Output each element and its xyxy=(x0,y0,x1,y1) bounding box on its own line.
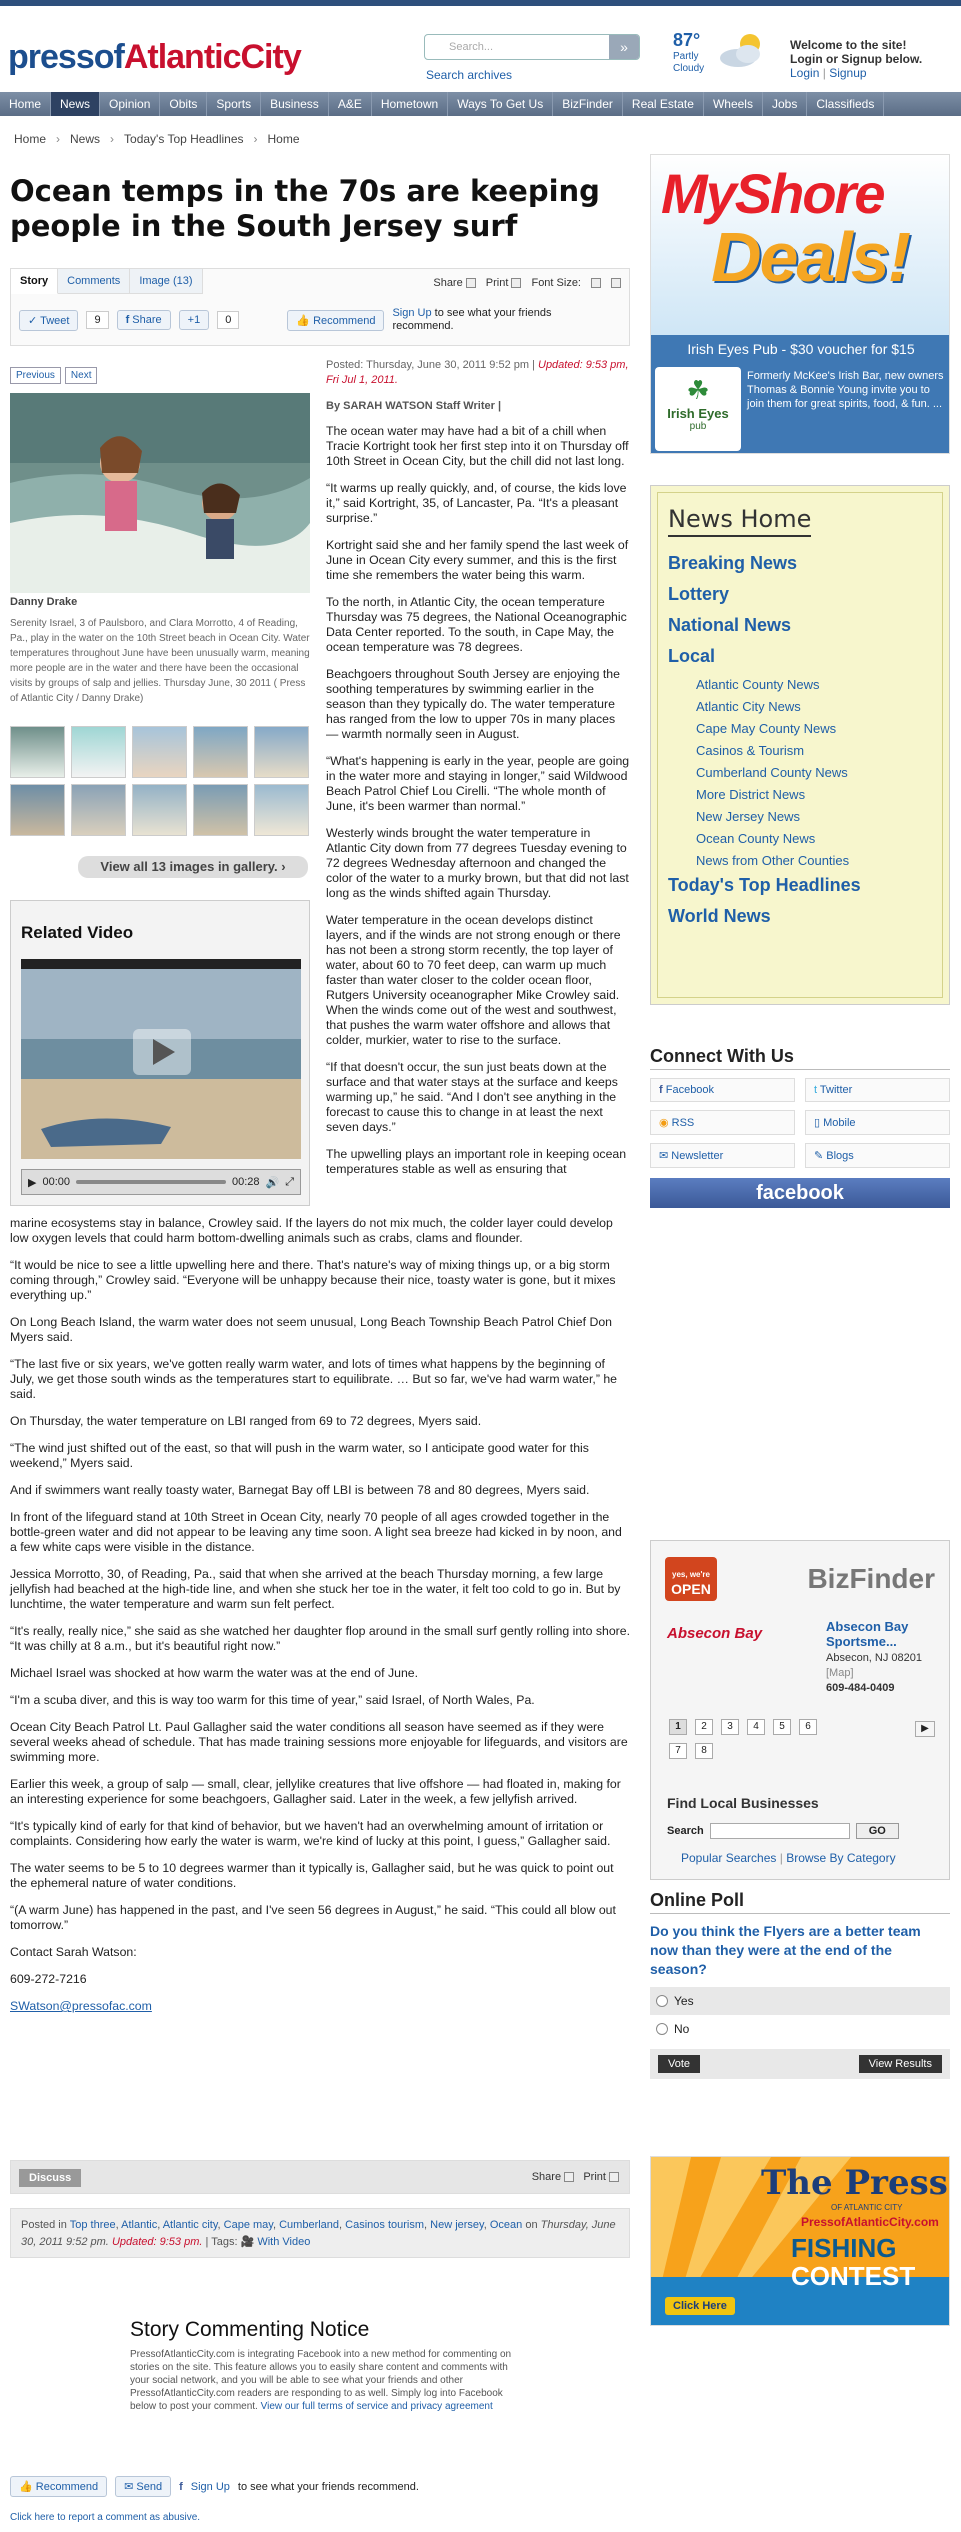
nav-jobs[interactable]: Jobs xyxy=(763,92,807,116)
tag-link[interactable]: New jersey xyxy=(430,2219,484,2231)
related-video-title: Related Video xyxy=(21,923,134,942)
tweet-button[interactable] xyxy=(19,310,78,331)
search-button[interactable]: » xyxy=(609,35,639,59)
next-button[interactable]: Next xyxy=(65,367,98,384)
news-home-title[interactable]: News Home xyxy=(668,505,811,537)
twitter-icon: ✓ xyxy=(28,314,41,327)
report-abuse-link[interactable]: Click here to report a comment as abusive. xyxy=(10,2512,201,2523)
chevron-right-icon: › xyxy=(253,132,258,146)
link-lottery[interactable]: Lottery xyxy=(668,584,730,604)
welcome-sub: Login or Signup below. xyxy=(790,52,923,66)
tab-story[interactable]: Story xyxy=(11,269,58,294)
link-casinos[interactable]: Casinos & Tourism xyxy=(696,743,805,758)
print-icon xyxy=(511,278,521,288)
paragraph: Water temperature in the ocean develops distinct layers, and if the winds are not strong enough or there has not been a strong storm recently, the top layer of water, about 60 to 70 feet deep, can warm up much faster than water closer to the colder ocean floor, Rutgers University oceanographer Mike Crowley said. When the winds come out of the west and southwest, that pushes the warm water offshore and allows that colder, murkier, water to rise to the surface. xyxy=(326,913,621,1047)
video-controls xyxy=(21,1169,301,1195)
gallery-thumbnail[interactable] xyxy=(193,784,248,836)
signup-link[interactable]: Signup xyxy=(829,66,867,80)
fullscreen-icon[interactable]: ⤢ xyxy=(285,1175,294,1188)
paragraph: Kortright said she and her family spend the last week of June in Ocean City every summer, and this is the first time she remembers the water being this warm. xyxy=(326,538,629,582)
gallery-thumbnail[interactable] xyxy=(132,784,187,836)
page-button[interactable]: 3 xyxy=(721,1719,739,1735)
tab-images[interactable]: Image (13) xyxy=(130,269,202,294)
popular-searches-link[interactable]: Popular Searches xyxy=(681,1851,777,1865)
page-button[interactable]: 5 xyxy=(773,1719,791,1735)
gallery-thumbnail[interactable] xyxy=(10,726,65,778)
business-name-link[interactable]: Absecon Bay Sportsme... xyxy=(826,1619,909,1649)
radio-icon[interactable] xyxy=(656,1995,668,2007)
link-other-counties[interactable]: News from Other Counties xyxy=(696,853,850,868)
posted-in-label: Posted in xyxy=(21,2219,67,2231)
business-city: Absecon, NJ 08201 xyxy=(826,1652,923,1664)
connect-label: Facebook xyxy=(665,1084,715,1096)
video-scrubber[interactable] xyxy=(76,1180,226,1184)
paragraph: Jessica Morrotto, 30, of Reading, Pa., said that when she arrived at the beach Thursday morning, a few large jellyfish had beached at the high-tide line, and when she stuck her toe in the water, it felt too cold to go in. But by lunchtime, the water temperature and warm sun felt perfect. xyxy=(10,1567,621,1611)
poll-option-label: Yes xyxy=(674,1994,694,2008)
poll-title: Online Poll xyxy=(650,1890,950,1914)
link-local[interactable]: Local xyxy=(668,646,716,666)
bizfinder-title: BizFinder xyxy=(807,1563,935,1594)
paragraph: Earlier this week, a group of salp — small, clear, jellylike creatures that live offshore — had floated in, making for an interesting experience for some beachgoers, Gallagher said. Later in the week, a few jellyfish arrived. xyxy=(10,1777,621,1806)
connect-label: Twitter xyxy=(819,1084,853,1096)
recommend-label: Recommend xyxy=(35,2481,99,2493)
paragraph: “If that doesn't occur, the sun just beats down at the surface and that water stays at the surface and keeps warming up,” he said. “And I don't see anything in the forecast to cause this to change in at least the next seven days.” xyxy=(326,1060,618,1134)
ad-line2: Deals! xyxy=(711,218,910,296)
send-button[interactable] xyxy=(115,2476,171,2497)
tag-link[interactable]: Cumberland xyxy=(279,2219,340,2231)
send-icon: ✉ xyxy=(124,2481,137,2493)
discuss-bar xyxy=(10,2160,630,2194)
play-button[interactable]: ▶ xyxy=(28,1176,37,1189)
business-address xyxy=(826,1651,922,1696)
thumbs-up-icon: 👍 xyxy=(19,2481,36,2493)
biz-search-input[interactable] xyxy=(710,1823,850,1839)
nav-business[interactable]: Business xyxy=(261,92,329,116)
open-sign-icon xyxy=(665,1557,717,1601)
page-button[interactable]: 4 xyxy=(747,1719,765,1735)
nav-news[interactable]: News xyxy=(51,92,100,116)
page-button[interactable]: 8 xyxy=(695,1743,713,1759)
link-cape-may[interactable]: Cape May County News xyxy=(696,721,837,736)
pencil-icon: ✎ xyxy=(814,1150,827,1162)
irish-eyes-logo xyxy=(655,367,741,451)
chevron-right-icon: › xyxy=(56,132,61,146)
paragraph: To the north, in Atlantic City, the ocean temperature Thursday was 75 degrees, the National Oceanographic Data Center reported. To the south, in Cape May, the ocean temperature was 78 degrees. xyxy=(326,595,627,654)
weather-widget xyxy=(673,30,704,75)
share-icon xyxy=(564,2172,574,2182)
breadcrumb-home[interactable]: Home xyxy=(14,132,47,146)
page-button[interactable]: 7 xyxy=(669,1743,687,1759)
video-icon: 🎥 xyxy=(240,2236,258,2248)
paragraph: In front of the lifeguard stand at 10th Street in Ocean City, nearly 70 people of all ages crowded together in the bottle-green water and did not appear to be leaving any time soon. A light sea breeze had kicked in by noon, and a few white caps were visible in the distance. xyxy=(10,1510,622,1554)
commenting-notice xyxy=(130,2318,520,2413)
facebook-recommend-bar xyxy=(10,2476,419,2497)
with-video-label: With Video xyxy=(257,2236,311,2248)
view-results-button[interactable]: View Results xyxy=(859,2055,942,2073)
poll-question: Do you think the Flyers are a better team now than they were at the end of the season? xyxy=(650,1923,921,1977)
gallery-thumbnail[interactable] xyxy=(254,726,309,778)
page-button[interactable]: 6 xyxy=(799,1719,817,1735)
previous-button[interactable]: Previous xyxy=(10,367,61,384)
gallery-thumbnail[interactable] xyxy=(71,726,126,778)
fb-signup-rest: to see what your friends recommend. xyxy=(237,2480,419,2493)
share-link-bottom[interactable]: Share xyxy=(531,2171,562,2183)
gallery-thumbnail[interactable] xyxy=(193,726,248,778)
vote-button[interactable]: Vote xyxy=(658,2055,700,2073)
partly-cloudy-icon xyxy=(714,30,770,70)
facebook-bar[interactable]: facebook xyxy=(650,1178,950,1208)
search-placeholder: Search... xyxy=(449,41,494,53)
connect-newsletter[interactable] xyxy=(650,1143,795,1168)
business-phone: 609-484-0409 xyxy=(826,1682,895,1694)
mobile-icon: ▯ xyxy=(814,1117,824,1129)
radio-icon[interactable] xyxy=(656,2023,668,2035)
poll-option-no[interactable] xyxy=(650,2015,950,2043)
fb-signup-text xyxy=(392,307,582,333)
paragraph: And if swimmers want really toasty water, Barnegat Bay off LBI is between 78 and 80 degrees, Myers said. xyxy=(10,1483,590,1497)
connect-label: Blogs xyxy=(826,1150,854,1162)
font-increase-icon[interactable] xyxy=(591,278,601,288)
connect-title: Connect With Us xyxy=(650,1046,950,1070)
ad2-line2: CONTEST xyxy=(791,2261,916,2291)
nav-ways-to-get-us[interactable]: Ways To Get Us xyxy=(448,92,553,116)
browse-category-link[interactable]: Browse By Category xyxy=(786,1851,896,1865)
ad2-line1: FISHING xyxy=(791,2233,897,2263)
notice-body: PressofAtlanticCity.com is integrating Facebook into a new method for commenting on stories on the site. This feature allows you to easily share content and comments with your social network, and you will be able to see what your friends and other PressofAtlanticCity.com readers are responding to as well. Simply log into Facebook below to post your comment. xyxy=(130,2349,512,2412)
connect-label: Newsletter xyxy=(671,1150,724,1162)
paragraph: On Long Beach Island, the warm water does not seem unusual, Long Beach Township Beach Patrol Chief Don Myers said. xyxy=(10,1315,613,1344)
connect-rss[interactable] xyxy=(650,1110,795,1135)
weather-temp: 87° xyxy=(673,30,701,50)
nav-wheels[interactable]: Wheels xyxy=(704,92,763,116)
weather-condition: Partly xyxy=(673,51,699,62)
connect-label: RSS xyxy=(671,1117,695,1129)
photo-caption: Serenity Israel, 3 of Paulsboro, and Clara Morrotto, 4 of Reading, Pa., play in the water on the 10th Street beach in Ocean City. Water temperatures throughout June have been unusually warm, meaning more people are in the water and there have been the occasional visits by groups of salp and jellies. Thursday June, 30 2011 ( Press of Atlantic City / Danny Drake) xyxy=(10,618,310,704)
breadcrumb-news[interactable]: News xyxy=(70,132,101,146)
tag-link[interactable]: Atlantic city xyxy=(162,2219,218,2231)
paragraph: “The wind just shifted out of the east, so that will push in the warm water, so I anticipate good water for this weekend,” Myers said. xyxy=(10,1441,589,1470)
ad2-click-button[interactable]: Click Here xyxy=(665,2297,735,2315)
envelope-icon: ✉ xyxy=(659,1150,672,1162)
fb-signup-link-bottom[interactable]: Sign Up xyxy=(190,2480,230,2493)
article-body-column xyxy=(326,424,630,1177)
nav-obits[interactable]: Obits xyxy=(160,92,207,116)
login-link[interactable]: Login xyxy=(790,66,820,80)
connect-blogs[interactable] xyxy=(805,1143,950,1168)
page-title: Ocean temps in the 70s are keeping people in the South Jersey surf xyxy=(10,174,600,243)
link-more-district[interactable]: More District News xyxy=(696,787,806,802)
chevron-right-icon: › xyxy=(110,132,115,146)
paragraph: 609-272-7216 xyxy=(10,1972,87,1986)
gallery-thumbnail[interactable] xyxy=(132,726,187,778)
thumbs-up-icon: 👍 xyxy=(296,314,314,327)
top-stripe xyxy=(0,0,961,6)
tweet-count: 9 xyxy=(86,311,108,329)
share-icon xyxy=(466,278,476,288)
posted-in-updated: Updated: 9:53 pm. xyxy=(111,2236,203,2248)
paragraph: “I'm a scuba diver, and this is way too warm for this time of year,” said Israel, of North Wales, Pa. xyxy=(10,1693,535,1707)
connect-facebook[interactable] xyxy=(650,1078,795,1102)
article-meta xyxy=(326,358,630,388)
shamrock-icon: ☘ xyxy=(686,375,710,405)
paragraph: Westerly winds brought the water temperature in Atlantic City down from 77 degrees Tuesday evening to 72 degrees Wednesday afternoon and changed the color of the water to a murky brown, but that did not last long as the winds shifted again Thursday. xyxy=(326,826,629,900)
tag-link[interactable]: Ocean xyxy=(489,2219,523,2231)
paragraph: Contact Sarah Watson: xyxy=(10,1945,137,1959)
gallery-thumbnail[interactable] xyxy=(10,784,65,836)
video-current-time: 00:00 xyxy=(42,1176,70,1188)
with-video-tag[interactable] xyxy=(241,2236,311,2248)
video-duration: 00:28 xyxy=(231,1176,260,1188)
plus-one-count: 0 xyxy=(217,311,239,329)
terms-link[interactable]: View our full terms of service and privacy agreement xyxy=(260,2401,493,2412)
link-new-jersey[interactable]: New Jersey News xyxy=(696,809,801,824)
tweet-label: Tweet xyxy=(40,314,70,327)
nav-ae[interactable]: A&E xyxy=(329,92,372,116)
article-toolbar xyxy=(10,268,630,346)
search-input[interactable] xyxy=(424,34,640,60)
welcome-title: Welcome to the site! xyxy=(790,38,907,52)
paragraph: “It would be nice to see a little upwelling here and there. That's nature's way of mixing things up, or a big storm coming through,” Crowley said. “Everyone will be unhappy because their nice, toasty water is gone, but it mixes everything up.” xyxy=(10,1258,616,1302)
gallery-thumbnail[interactable] xyxy=(254,784,309,836)
paragraph: “What's happening is early in the year, people are going in the water more and staying in longer,” said Wildwood Beach Patrol Chief Lou Cirelli. “The whole month of June, it's been warmer than normal.” xyxy=(326,754,630,813)
tag-link[interactable]: Casinos tourism xyxy=(345,2219,425,2231)
print-link-bottom[interactable]: Print xyxy=(583,2171,606,2183)
tag-link[interactable]: Atlantic xyxy=(121,2219,158,2231)
byline: By SARAH WATSON Staff Writer | xyxy=(326,400,502,412)
connect-with-us xyxy=(650,1046,950,1208)
fb-signup-rest: to see what your friends recommend. xyxy=(392,307,552,332)
tags-label: | Tags: xyxy=(205,2236,238,2248)
link-world-news[interactable]: World News xyxy=(668,906,771,926)
ad2-title: The Press xyxy=(761,2163,948,2203)
logo-sub: pub xyxy=(689,421,707,432)
paragraph: Ocean City Beach Patrol Lt. Paul Gallagher said the water conditions all season have seemed as if they were several weeks ahead of schedule. That has made training sessions more enjoyable for lifeguards, and visitors are swimming more. xyxy=(10,1720,628,1764)
facebook-icon: f xyxy=(179,2480,183,2493)
logo-text: Irish Eyes xyxy=(667,406,729,421)
posted-in-date: Thursday, June 30, 2011 9:52 pm. xyxy=(21,2219,616,2248)
updated-date: Updated: 9:53 pm, Fri Jul 1, 2011. xyxy=(326,359,629,386)
site-logo[interactable]: pressofAtlanticCity xyxy=(8,38,301,76)
posted-in-box: Posted in Top three, Atlantic, Atlantic city, Cape may, Cumberland, Casinos tourism, New jersey, Ocean on Thursday, June 30, 2011 9:52 pm. Updated: 9:53 pm. | Tags: 🎥 With Video xyxy=(10,2208,630,2258)
nav-classifieds[interactable]: Classifieds xyxy=(807,92,884,116)
paragraph: The water seems to be 5 to 10 degrees warmer than it typically is, Gallagher said, but he was quick to point out the ephemeral nature of water conditions. xyxy=(10,1861,614,1890)
recommend-button[interactable] xyxy=(287,310,384,331)
font-decrease-icon[interactable] xyxy=(611,278,621,288)
link-atlantic-county[interactable]: Atlantic County News xyxy=(696,677,820,692)
poll-option-yes[interactable] xyxy=(650,1987,950,2015)
thumbnail-strip xyxy=(10,726,310,836)
paragraph: “It warms up really quickly, and, of course, the kids love it,” said Kortright, 35, of Lancaster, Pa. “It's a pleasant surprise.” xyxy=(326,481,627,525)
video-player[interactable] xyxy=(21,959,301,1159)
volume-icon[interactable]: 🔊 xyxy=(265,1176,280,1189)
paragraph: “(A warm June) has happened in the past, and I've seen 56 degrees in August,” he said. “This could all blow out tomorrow.” xyxy=(10,1903,616,1932)
photo-credit: Danny Drake xyxy=(10,596,78,608)
paragraph: “The last five or six years, we've gotten really warm water, and lots of times what happens by the beginning of July, we get those south winds as the temperatures start to equilibrate. … But so far, we've had warm water,” he said. xyxy=(10,1357,618,1401)
ad2-sub: OF ATLANTIC CITY xyxy=(831,2203,903,2212)
rss-icon: ◉ xyxy=(659,1117,672,1129)
font-size-label: Font Size: xyxy=(531,277,581,289)
fb-share-label: Share xyxy=(132,314,162,326)
plus-one-button[interactable]: +1 xyxy=(179,310,210,330)
tag-link[interactable]: Top three xyxy=(69,2219,116,2231)
breadcrumb xyxy=(14,132,300,146)
page-button[interactable]: 1 xyxy=(669,1719,687,1735)
ad2-site: PressofAtlanticCity.com xyxy=(801,2215,939,2229)
go-button[interactable]: GO xyxy=(856,1823,899,1839)
gallery-thumbnail[interactable] xyxy=(71,784,126,836)
connect-mobile[interactable] xyxy=(805,1110,950,1135)
view-gallery-button[interactable]: View all 13 images in gallery. › xyxy=(78,856,308,878)
link-cumberland[interactable]: Cumberland County News xyxy=(696,765,848,780)
myshore-deals-ad[interactable] xyxy=(650,154,950,454)
online-poll xyxy=(650,1890,950,2079)
nav-real-estate[interactable]: Real Estate xyxy=(623,92,704,116)
weather-condition-2: Cloudy xyxy=(673,63,705,74)
twitter-icon: t xyxy=(814,1084,820,1096)
business-logo[interactable]: Absecon Bay xyxy=(667,1625,763,1642)
posted-date: Posted: Thursday, June 30, 2011 9:52 pm | xyxy=(326,359,535,371)
open-line2: OPEN xyxy=(671,1581,711,1597)
print-icon xyxy=(609,2172,619,2182)
facebook-icon: f xyxy=(659,1084,666,1096)
notice-title: Story Commenting Notice xyxy=(130,2318,370,2341)
find-local-title: Find Local Businesses xyxy=(667,1795,819,1811)
share-label: Share xyxy=(433,277,463,289)
ad-offer: Irish Eyes Pub - $30 voucher for $15 xyxy=(651,335,950,363)
main-nav xyxy=(0,92,961,116)
poll-option-label: No xyxy=(674,2022,690,2036)
facebook-icon: f xyxy=(125,314,133,326)
search-archives-link[interactable]: Search archives xyxy=(426,68,513,82)
recommend-label: Recommend xyxy=(313,314,376,327)
nav-opinion[interactable]: Opinion xyxy=(100,92,160,116)
connect-label: Mobile xyxy=(823,1117,856,1129)
email-link[interactable]: SWatson@pressofac.com xyxy=(10,1999,152,2013)
fb-signup-link[interactable]: Sign Up xyxy=(392,307,432,319)
ad-desc: Formerly McKee's Irish Bar, new owners Thomas & Bonnie Young invite you to join them for great spirits, food, & fun. ... xyxy=(747,370,944,410)
next-page-icon[interactable]: ▶ xyxy=(915,1721,935,1737)
welcome-box: Welcome to the site! Login or Signup below. Login | Signup xyxy=(790,38,923,80)
page-button[interactable]: 2 xyxy=(695,1719,713,1735)
fishing-contest-ad[interactable] xyxy=(650,2156,950,2326)
paragraph: Beachgoers throughout South Jersey are enjoying the soothing temperatures by swimming earlier in the season than they typically do. The water temperature has ranged from the low to upper 70s in many places — warmth normally seen in August. xyxy=(326,667,620,741)
recommend-button-bottom[interactable] xyxy=(10,2476,107,2497)
ad-line1: MyShore xyxy=(661,162,884,225)
paragraph: marine ecosystems stay in balance, Crowley said. If the layers do not mix much, the colder layer could develop low oxygen levels that could harm bottom-dwelling animals such as crabs, clams and flounder. xyxy=(10,1216,613,1245)
article-body-full xyxy=(10,1216,630,2026)
news-home-box xyxy=(650,485,950,1005)
facebook-share-button[interactable] xyxy=(117,310,171,330)
tag-link[interactable]: Cape may xyxy=(223,2219,273,2231)
business-map-link[interactable]: [Map] xyxy=(826,1667,854,1679)
nav-hometown[interactable]: Hometown xyxy=(372,92,448,116)
paragraph: The upwelling plays an important role in keeping ocean temperatures stable as well as ensuring that xyxy=(326,1147,627,1176)
link-national-news[interactable]: National News xyxy=(668,615,792,635)
link-breaking-news[interactable]: Breaking News xyxy=(668,553,798,573)
paragraph: The ocean water may have had a bit of a chill when Tracie Kortright took her first step into it on Thursday off 10th Street in Ocean City, but the chill did not last long. xyxy=(326,424,629,468)
main-photo[interactable] xyxy=(10,393,310,593)
tab-comments[interactable]: Comments xyxy=(58,269,130,294)
send-label: Send xyxy=(136,2481,163,2493)
share-link[interactable] xyxy=(433,277,475,289)
nav-bizfinder[interactable]: BizFinder xyxy=(553,92,623,116)
biz-search-label: Search xyxy=(667,1825,704,1837)
related-video-box xyxy=(10,900,310,1206)
connect-twitter[interactable] xyxy=(805,1078,950,1102)
nav-home[interactable]: Home xyxy=(0,92,51,116)
open-line1: yes, we're xyxy=(672,1570,710,1579)
link-atlantic-city[interactable]: Atlantic City News xyxy=(696,699,801,714)
paragraph: “It's typically kind of early for that kind of behavior, but we haven't had an overwhelming amount of irritation or complaints. Considering how early the water is warm, we're kind of lucky at this point, I guess,” Gallagher said. xyxy=(10,1819,611,1848)
breadcrumb-current: Home xyxy=(267,132,300,146)
link-top-headlines[interactable]: Today's Top Headlines xyxy=(668,875,861,895)
paragraph: On Thursday, the water temperature on LBI ranged from 69 to 72 degrees, Myers said. xyxy=(10,1414,482,1428)
print-label: Print xyxy=(485,277,509,289)
paragraph: “It's really, really nice,” she said as she watched her daughter flop around in the small surf gently rolling into shore. “It was chilly at 8 a.m., but it's beautiful right now.” xyxy=(10,1624,631,1653)
print-link[interactable] xyxy=(486,277,522,289)
nav-sports[interactable]: Sports xyxy=(207,92,261,116)
discuss-button[interactable]: Discuss xyxy=(19,2169,81,2187)
bizfinder-box: yes, we're OPEN BizFinder Absecon Bay Absecon Bay Sportsme... Absecon, NJ 08201 [Map] 609-484-0409 1 2 3 4 5 6 7 8 ▶ Find Local Businesses Search GO Popular Searches | Browse By Category xyxy=(650,1540,950,1880)
link-ocean-county[interactable]: Ocean County News xyxy=(696,831,816,846)
bizfinder-pager xyxy=(669,1719,829,1759)
paragraph: Michael Israel was shocked at how warm the water was at the end of June. xyxy=(10,1666,419,1680)
posted-in-on: on xyxy=(525,2219,538,2231)
breadcrumb-top-headlines[interactable]: Today's Top Headlines xyxy=(124,132,244,146)
